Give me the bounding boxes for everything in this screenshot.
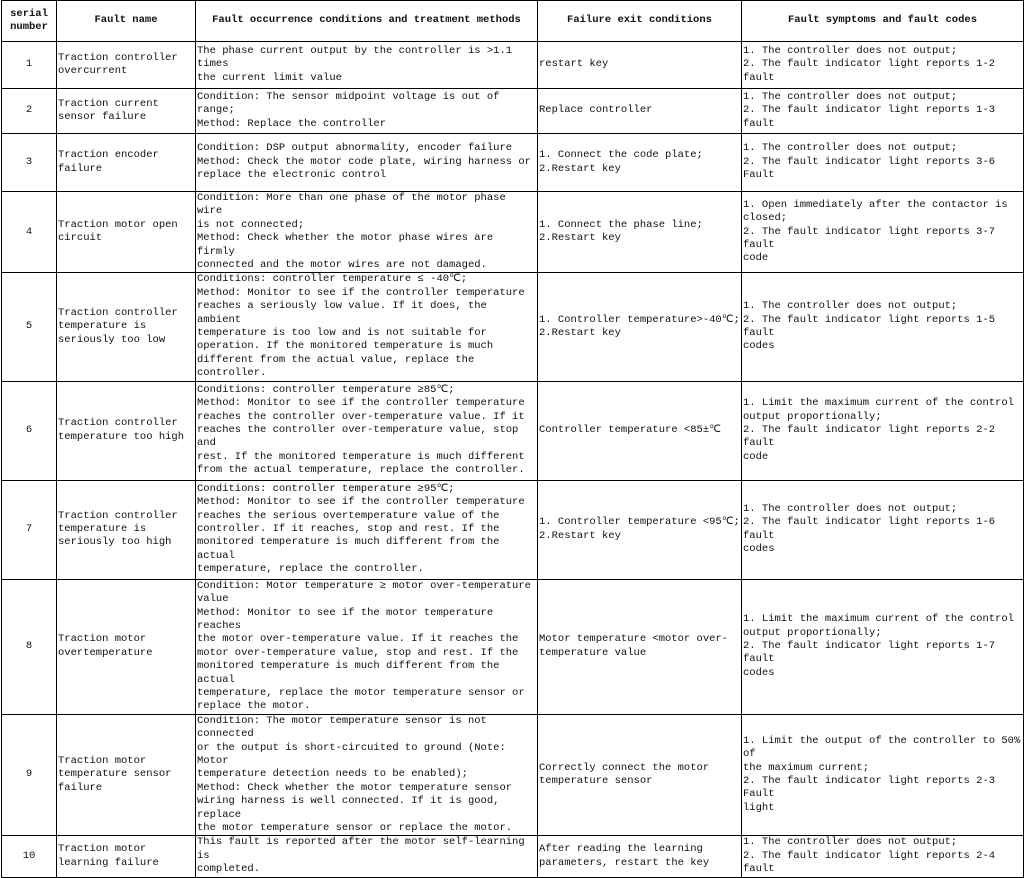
symptoms-cell: 1. Limit the maximum current of the control output proportionally; 2. The fault indicator light reports 1-7 fault codes (742, 579, 1024, 714)
fault-name-cell: Traction controller temperature is seriously too high (57, 480, 196, 579)
conditions-cell: The phase current output by the controller is >1.1 times the current limit value (196, 42, 538, 89)
table-row (2, 381, 1024, 480)
header-exit-conditions: Failure exit conditions (538, 1, 742, 42)
serial-number-cell: 1 (2, 42, 57, 89)
table-row (2, 42, 1024, 89)
fault-name-cell: Traction encoder failure (57, 134, 196, 192)
symptoms-cell: 1. The controller does not output; 2. The fault indicator light reports 3-6 Fault (742, 134, 1024, 192)
symptoms-cell: 1. The controller does not output; 2. The fault indicator light reports 2-4 fault (742, 836, 1024, 877)
serial-number-cell: 8 (2, 579, 57, 714)
exit-conditions-cell: Motor temperature <motor over- temperature value (538, 579, 742, 714)
conditions-cell: Condition: More than one phase of the motor phase wire is not connected; Method: Check whether the motor phase wires are firmly connected and the motor wires are not damaged. (196, 192, 538, 273)
fault-code-table (1, 0, 1024, 878)
fault-name-cell: Traction controller overcurrent (57, 42, 196, 89)
table-row (2, 836, 1024, 877)
symptoms-cell: 1. The controller does not output; 2. The fault indicator light reports 1-2 fault (742, 42, 1024, 89)
fault-name-cell: Traction current sensor failure (57, 89, 196, 134)
header-symptoms-codes: Fault symptoms and fault codes (742, 1, 1024, 42)
exit-conditions-cell: Replace controller (538, 89, 742, 134)
conditions-cell: This fault is reported after the motor self-learning is completed. (196, 836, 538, 877)
exit-conditions-cell: 1. Connect the phase line; 2.Restart key (538, 192, 742, 273)
symptoms-cell: 1. The controller does not output; 2. The fault indicator light reports 1-6 fault codes (742, 480, 1024, 579)
table-row (2, 273, 1024, 381)
fault-name-cell: Traction motor overtemperature (57, 579, 196, 714)
fault-name-cell: Traction motor temperature sensor failure (57, 714, 196, 836)
serial-number-cell: 4 (2, 192, 57, 273)
serial-number-cell: 10 (2, 836, 57, 877)
exit-conditions-cell: After reading the learning parameters, restart the key (538, 836, 742, 877)
table-row (2, 192, 1024, 273)
table-row (2, 714, 1024, 836)
conditions-cell: Conditions: controller temperature ≥95℃; Method: Monitor to see if the controller temperature reaches the serious overtemperature value of the controller. If it reaches, stop and rest. If the monitored temperature is much different from the actual temperature, replace the controller. (196, 480, 538, 579)
table-header-row (2, 1, 1024, 42)
conditions-cell: Condition: The sensor midpoint voltage is out of range; Method: Replace the controller (196, 89, 538, 134)
table-row (2, 89, 1024, 134)
exit-conditions-cell: Correctly connect the motor temperature sensor (538, 714, 742, 836)
conditions-cell: Conditions: controller temperature ≤ -40℃; Method: Monitor to see if the controller temperature reaches a seriously low value. If it does, the ambient temperature is too low and is not suitable for operation. If the monitored temperature is much different from the actual value, replace the controller. (196, 273, 538, 381)
conditions-cell: Condition: DSP output abnormality, encoder failure Method: Check the motor code plate, wiring harness or replace the electronic control (196, 134, 538, 192)
exit-conditions-cell: Controller temperature <85±℃ (538, 381, 742, 480)
conditions-cell: Condition: The motor temperature sensor is not connected or the output is short-circuited to ground (Note: Motor temperature detection needs to be enabled); Method: Check whether the motor temperature sensor wiring harness is well connected. If it is good, replace the motor temperature sensor or replace the motor. (196, 714, 538, 836)
fault-name-cell: Traction controller temperature is seriously too low (57, 273, 196, 381)
conditions-cell: Conditions: controller temperature ≥85℃; Method: Monitor to see if the controller temperature reaches the controller over-temperature value. If it reaches the controller over-temperature value, stop and rest. If the monitored temperature is much different from the actual temperature, replace the controller. (196, 381, 538, 480)
header-conditions-methods: Fault occurrence conditions and treatment methods (196, 1, 538, 42)
fault-name-cell: Traction controller temperature too high (57, 381, 196, 480)
fault-name-cell: Traction motor open circuit (57, 192, 196, 273)
conditions-cell: Condition: Motor temperature ≥ motor over-temperature value Method: Monitor to see if the motor temperature reaches the motor over-temperature value. If it reaches the motor over-temperature value, stop and rest. If the monitored temperature is much different from the actual temperature, replace the motor temperature sensor or replace the motor. (196, 579, 538, 714)
fault-name-cell: Traction motor learning failure (57, 836, 196, 877)
table-row (2, 480, 1024, 579)
serial-number-cell: 5 (2, 273, 57, 381)
symptoms-cell: 1. Limit the output of the controller to 50% of the maximum current; 2. The fault indicator light reports 2-3 Fault light (742, 714, 1024, 836)
serial-number-cell: 2 (2, 89, 57, 134)
serial-number-cell: 6 (2, 381, 57, 480)
serial-number-cell: 9 (2, 714, 57, 836)
symptoms-cell: 1. Open immediately after the contactor is closed; 2. The fault indicator light reports 3-7 fault code (742, 192, 1024, 273)
header-serial-number: serial number (2, 1, 57, 42)
exit-conditions-cell: restart key (538, 42, 742, 89)
symptoms-cell: 1. The controller does not output; 2. The fault indicator light reports 1-3 fault (742, 89, 1024, 134)
header-fault-name: Fault name (57, 1, 196, 42)
serial-number-cell: 3 (2, 134, 57, 192)
table-row (2, 579, 1024, 714)
exit-conditions-cell: 1. Controller temperature <95℃; 2.Restart key (538, 480, 742, 579)
table-row (2, 134, 1024, 192)
symptoms-cell: 1. Limit the maximum current of the control output proportionally; 2. The fault indicator light reports 2-2 fault code (742, 381, 1024, 480)
exit-conditions-cell: 1. Controller temperature>-40℃; 2.Restart key (538, 273, 742, 381)
serial-number-cell: 7 (2, 480, 57, 579)
symptoms-cell: 1. The controller does not output; 2. The fault indicator light reports 1-5 fault codes (742, 273, 1024, 381)
exit-conditions-cell: 1. Connect the code plate; 2.Restart key (538, 134, 742, 192)
